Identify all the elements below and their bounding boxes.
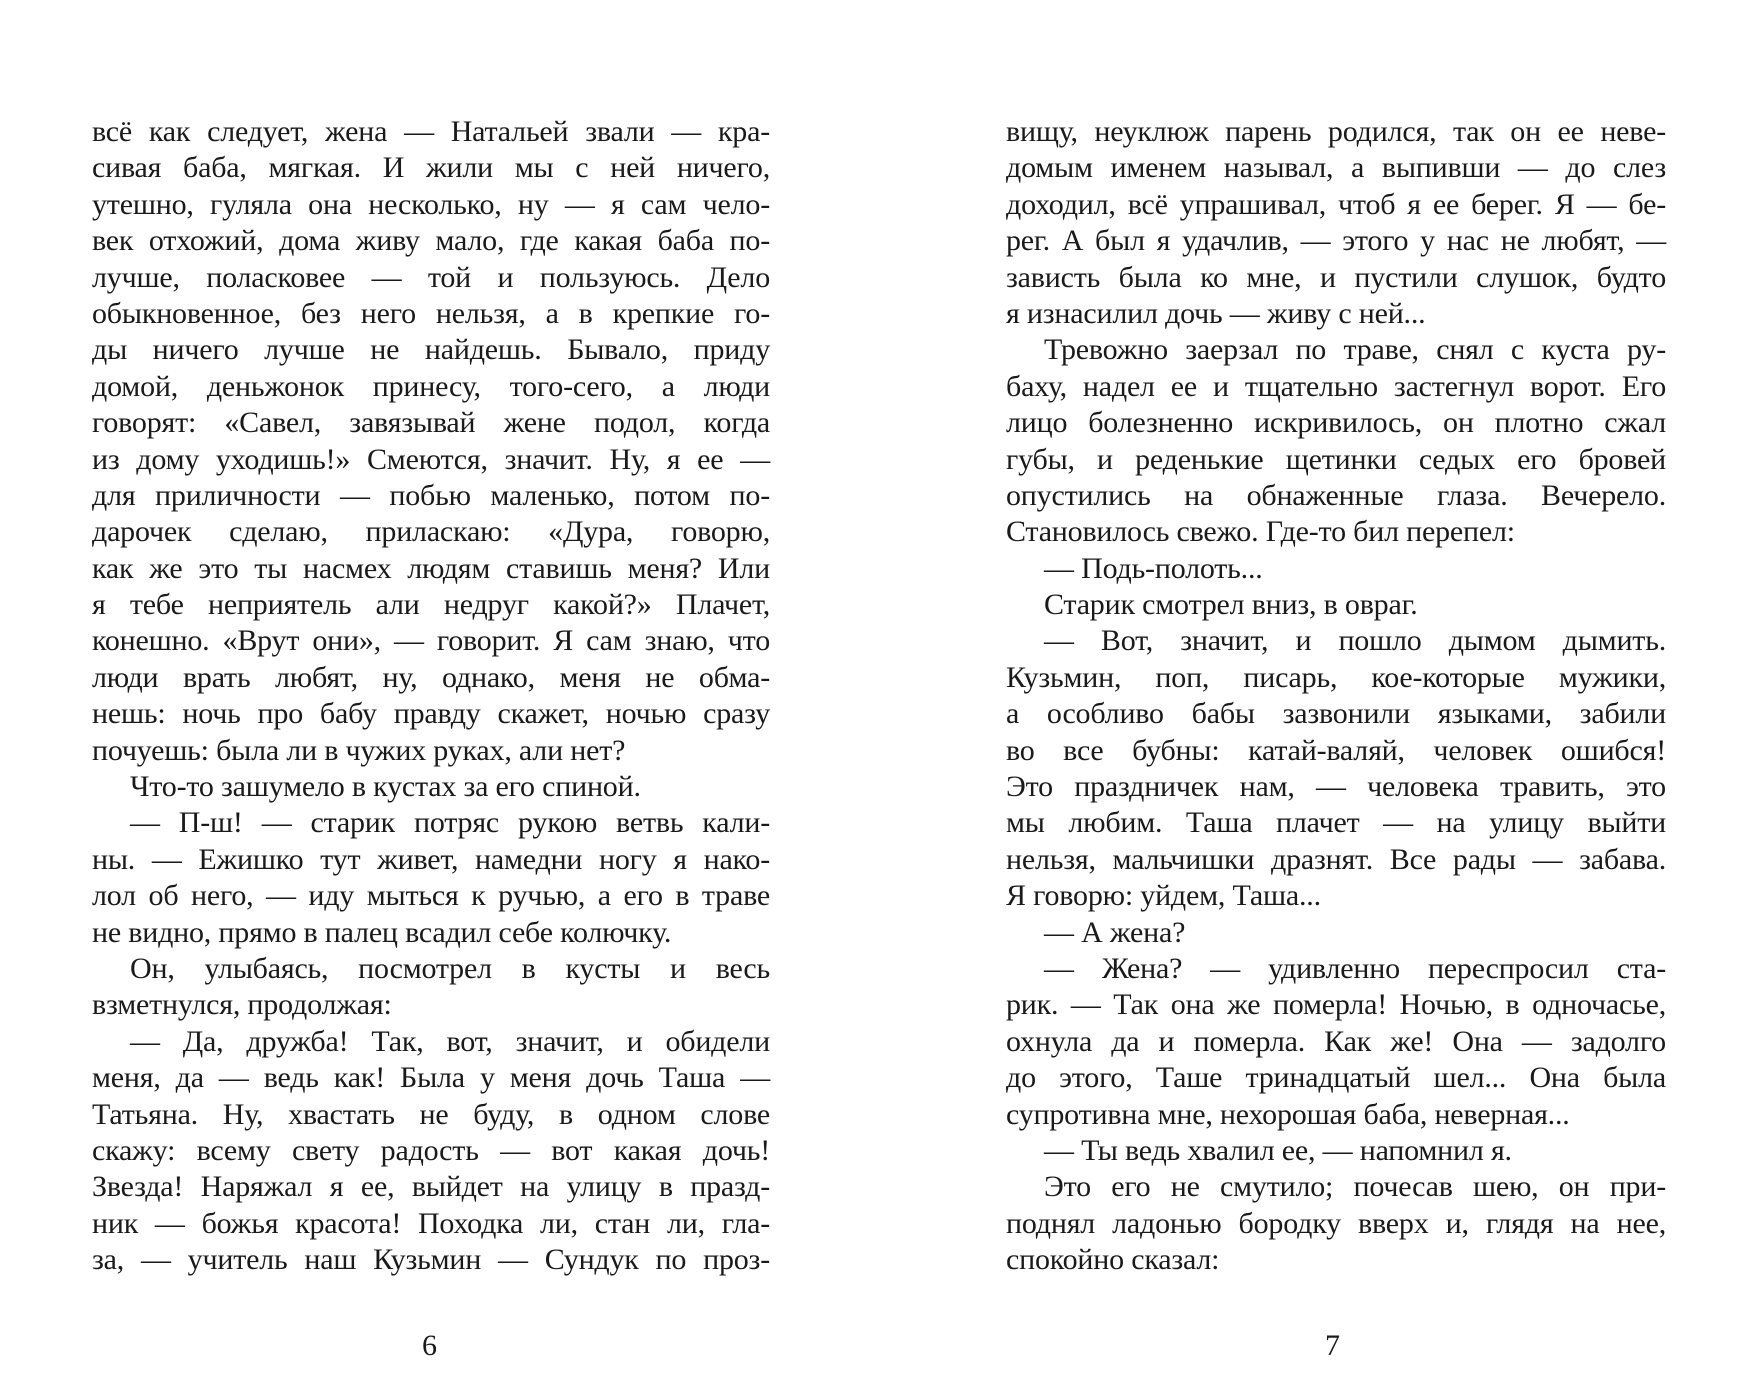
text-line: поднял ладонью бородку вверх и, глядя на нее, [1006,1206,1666,1240]
text-line: дарочек сделаю, приласкаю: «Дура, говорю, [92,515,770,549]
text-line: почуешь: была ли в чужих руках, али нет? [92,733,626,767]
text-line: Это его не смутило; почесав шею, он при- [1044,1170,1666,1204]
text-line: домой, деньжонок принесу, того-сего, а люди [92,369,770,403]
text-line: доходил, всё упрашивал, чтоб я ее берег. Я — бе- [1006,187,1666,221]
text-line: Я говорю: уйдем, Таша... [1006,879,1321,913]
text-line: вищу, неуклюж парень родился, так он ее неве- [1006,115,1666,148]
text-line: Он, улыбаясь, посмотрел в кусты и весь [130,951,770,985]
right-page-text [1006,114,1666,1279]
text-line: как же это ты насмех людям ставишь меня? Или [92,551,770,585]
text-line: — Ты ведь хвалил ее, — напомнил я. [1044,1133,1512,1167]
text-line: ник — божья красота! Походка ли, стан ли, гла- [92,1206,770,1240]
text-line: лучше, поласковее — той и пользуюсь. Дело [92,260,770,294]
text-line: губы, и реденькие щетинки седых его бровей [1006,442,1666,476]
text-line: — А жена? [1044,915,1186,949]
text-line: для приличности — побью маленько, потом по- [92,478,770,512]
text-line: — Вот, значит, и пошло дымом дымить. [1044,624,1666,658]
text-line: опустились на обнаженные глаза. Вечерело. [1006,478,1666,512]
text-line: охнула да и померла. Как же! Она — задолго [1006,1024,1666,1058]
text-line: баху, надел ее и тщательно застегнул ворот. Его [1006,369,1666,403]
text-line: — Жена? — удивленно переспросил ста- [1044,951,1666,985]
text-line: спокойно сказал: [1006,1243,1220,1277]
text-line: а особливо бабы зазвонили языками, забили [1006,697,1666,731]
text-line: — П-ш! — старик потряс рукою ветвь кали- [130,806,770,840]
text-line: обыкновенное, без него нельзя, а в крепкие го- [92,296,770,330]
text-line: век отхожий, дома живу мало, где какая баба по- [92,224,770,258]
text-line: во все бубны: катай-валяй, человек ошибся! [1006,733,1666,767]
text-line: говорят: «Савел, завязывай жене подол, когда [92,406,770,440]
text-line: из дому уходишь!» Смеются, значит. Ну, я ее — [92,442,770,476]
text-line: ды ничего лучше не найдешь. Бывало, приду [92,333,770,367]
text-line: скажу: всему свету радость — вот какая дочь! [92,1133,770,1167]
text-line: рег. А был я удачлив, — этого у нас не любят, — [1006,224,1666,258]
text-line: рик. — Так она же померла! Ночью, в одночасье, [1006,988,1666,1022]
text-line: за, — учитель наш Кузьмин — Сундук по проз- [92,1243,770,1277]
text-line: сивая баба, мягкая. И жили мы с ней ничего, [92,151,770,185]
text-line: Татьяна. Ну, хвастать не буду, в одном слове [92,1097,770,1131]
text-line: конешно. «Врут они», — говорит. Я сам знаю, что [92,624,770,658]
left-page-text [92,114,770,1279]
text-line: люди врать любят, ну, однако, меня не обма- [92,660,770,694]
text-line: я тебе неприятель али недруг какой?» Плачет, [92,588,770,622]
text-line: я изнасилил дочь — живу с ней... [1006,296,1426,330]
text-line: супротивна мне, нехорошая баба, неверная... [1006,1097,1570,1131]
text-line: Кузьмин, поп, писарь, кое-которые мужики, [1006,660,1666,694]
text-line: Звезда! Наряжал я ее, выйдет на улицу в празд- [92,1170,770,1204]
text-line: — Да, дружба! Так, вот, значит, и обидели [130,1024,770,1058]
text-line: меня, да — ведь как! Была у меня дочь Таша — [92,1061,770,1095]
text-line: — Подь-полоть... [1044,551,1263,585]
text-line: Становилось свежо. Где-то бил перепел: [1006,515,1515,549]
text-line: до этого, Таше тринадцатый шел... Она была [1006,1061,1666,1095]
text-line: утешно, гуляла она несколько, ну — я сам чело- [92,187,770,221]
text-line: не видно, прямо в палец всадил себе колючку. [92,915,672,949]
text-line: мы любим. Таша плачет — на улицу выйти [1006,806,1666,840]
text-line: Это праздничек нам, — человека травить, это [1006,770,1666,804]
page-number-right: 7 [1325,1329,1340,1362]
text-line: нельзя, мальчишки дразнят. Все рады — забава. [1006,842,1666,876]
text-line: всё как следует, жена — Натальей звали — кра- [92,115,770,148]
text-line: домым именем называл, а выпивши — до слез [1006,151,1666,185]
text-line: лицо болезненно искривилось, он плотно сжал [1006,406,1666,440]
text-line: Тревожно заерзал по траве, снял с куста ру- [1044,333,1666,367]
text-line: ны. — Ежишко тут живет, намедни ногу я нако- [92,842,770,876]
text-line: Старик смотрел вниз, в овраг. [1044,588,1418,622]
text-line: Что-то зашумело в кустах за его спиной. [130,770,641,804]
text-line: нешь: ночь про бабу правду скажет, ночью сразу [92,697,770,731]
text-line: лол об него, — иду мыться к ручью, а его в траве [92,879,770,913]
text-line: зависть была ко мне, и пустили слушок, будто [1006,260,1666,294]
text-line: взметнулся, продолжая: [92,988,392,1022]
page-number-left: 6 [422,1329,437,1362]
